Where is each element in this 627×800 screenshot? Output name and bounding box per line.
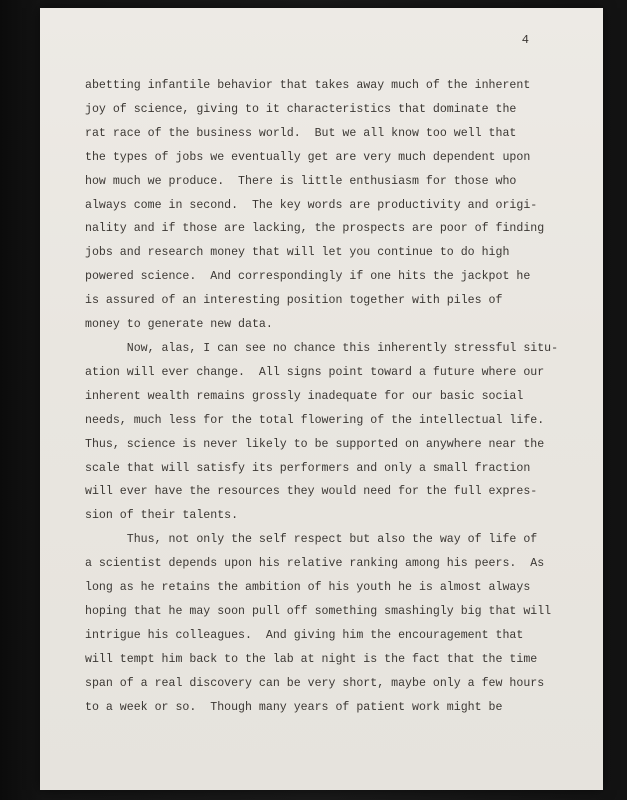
text-line: needs, much less for the total flowering of the intellectual life. <box>85 413 545 427</box>
text-line: will ever have the resources they would need for the full expres- <box>85 485 538 499</box>
text-line: intrigue his colleagues. And giving him the encouragement that <box>85 628 524 642</box>
text-line: a scientist depends upon his relative ranking among his peers. As <box>85 557 545 571</box>
text-line: jobs and research money that will let you continue to do high <box>85 246 510 260</box>
text-line: Thus, not only the self respect but also the way of life of <box>85 533 538 547</box>
text-line: joy of science, giving to it characteristics that dominate the <box>85 102 517 116</box>
text-line: is assured of an interesting position together with piles of <box>85 294 503 308</box>
page-number: 4 <box>521 33 529 47</box>
text-line: nality and if those are lacking, the prospects are poor of finding <box>85 222 545 236</box>
text-line: powered science. And correspondingly if one hits the jackpot he <box>85 270 531 284</box>
text-line: always come in second. The key words are productivity and origi- <box>85 198 538 212</box>
text-line: span of a real discovery can be very short, maybe only a few hours <box>85 676 545 690</box>
text-line: money to generate new data. <box>85 318 273 332</box>
text-line: rat race of the business world. But we all know too well that <box>85 126 517 140</box>
text-line: inherent wealth remains grossly inadequate for our basic social <box>85 389 524 403</box>
text-line: will tempt him back to the lab at night is the fact that the time <box>85 652 538 666</box>
text-line: the types of jobs we eventually get are very much dependent upon <box>85 150 531 164</box>
text-line: how much we produce. There is little enthusiasm for those who <box>85 174 517 188</box>
text-line: abetting infantile behavior that takes away much of the inherent <box>85 79 531 92</box>
text-line: Thus, science is never likely to be supported on anywhere near the <box>85 437 545 451</box>
text-line: sion of their talents. <box>85 509 239 523</box>
document-page <box>40 8 603 790</box>
text-line: to a week or so. Though many years of patient work might be <box>85 700 503 714</box>
text-line: hoping that he may soon pull off something smashingly big that will <box>85 604 552 618</box>
text-line: scale that will satisfy its performers and only a small fraction <box>85 461 531 475</box>
text-line: Now, alas, I can see no chance this inherently stressful situ- <box>85 341 559 355</box>
text-line: ation will ever change. All signs point toward a future where our <box>85 365 545 379</box>
text-line: long as he retains the ambition of his youth he is almost always <box>85 581 531 595</box>
page-text <box>85 74 589 719</box>
